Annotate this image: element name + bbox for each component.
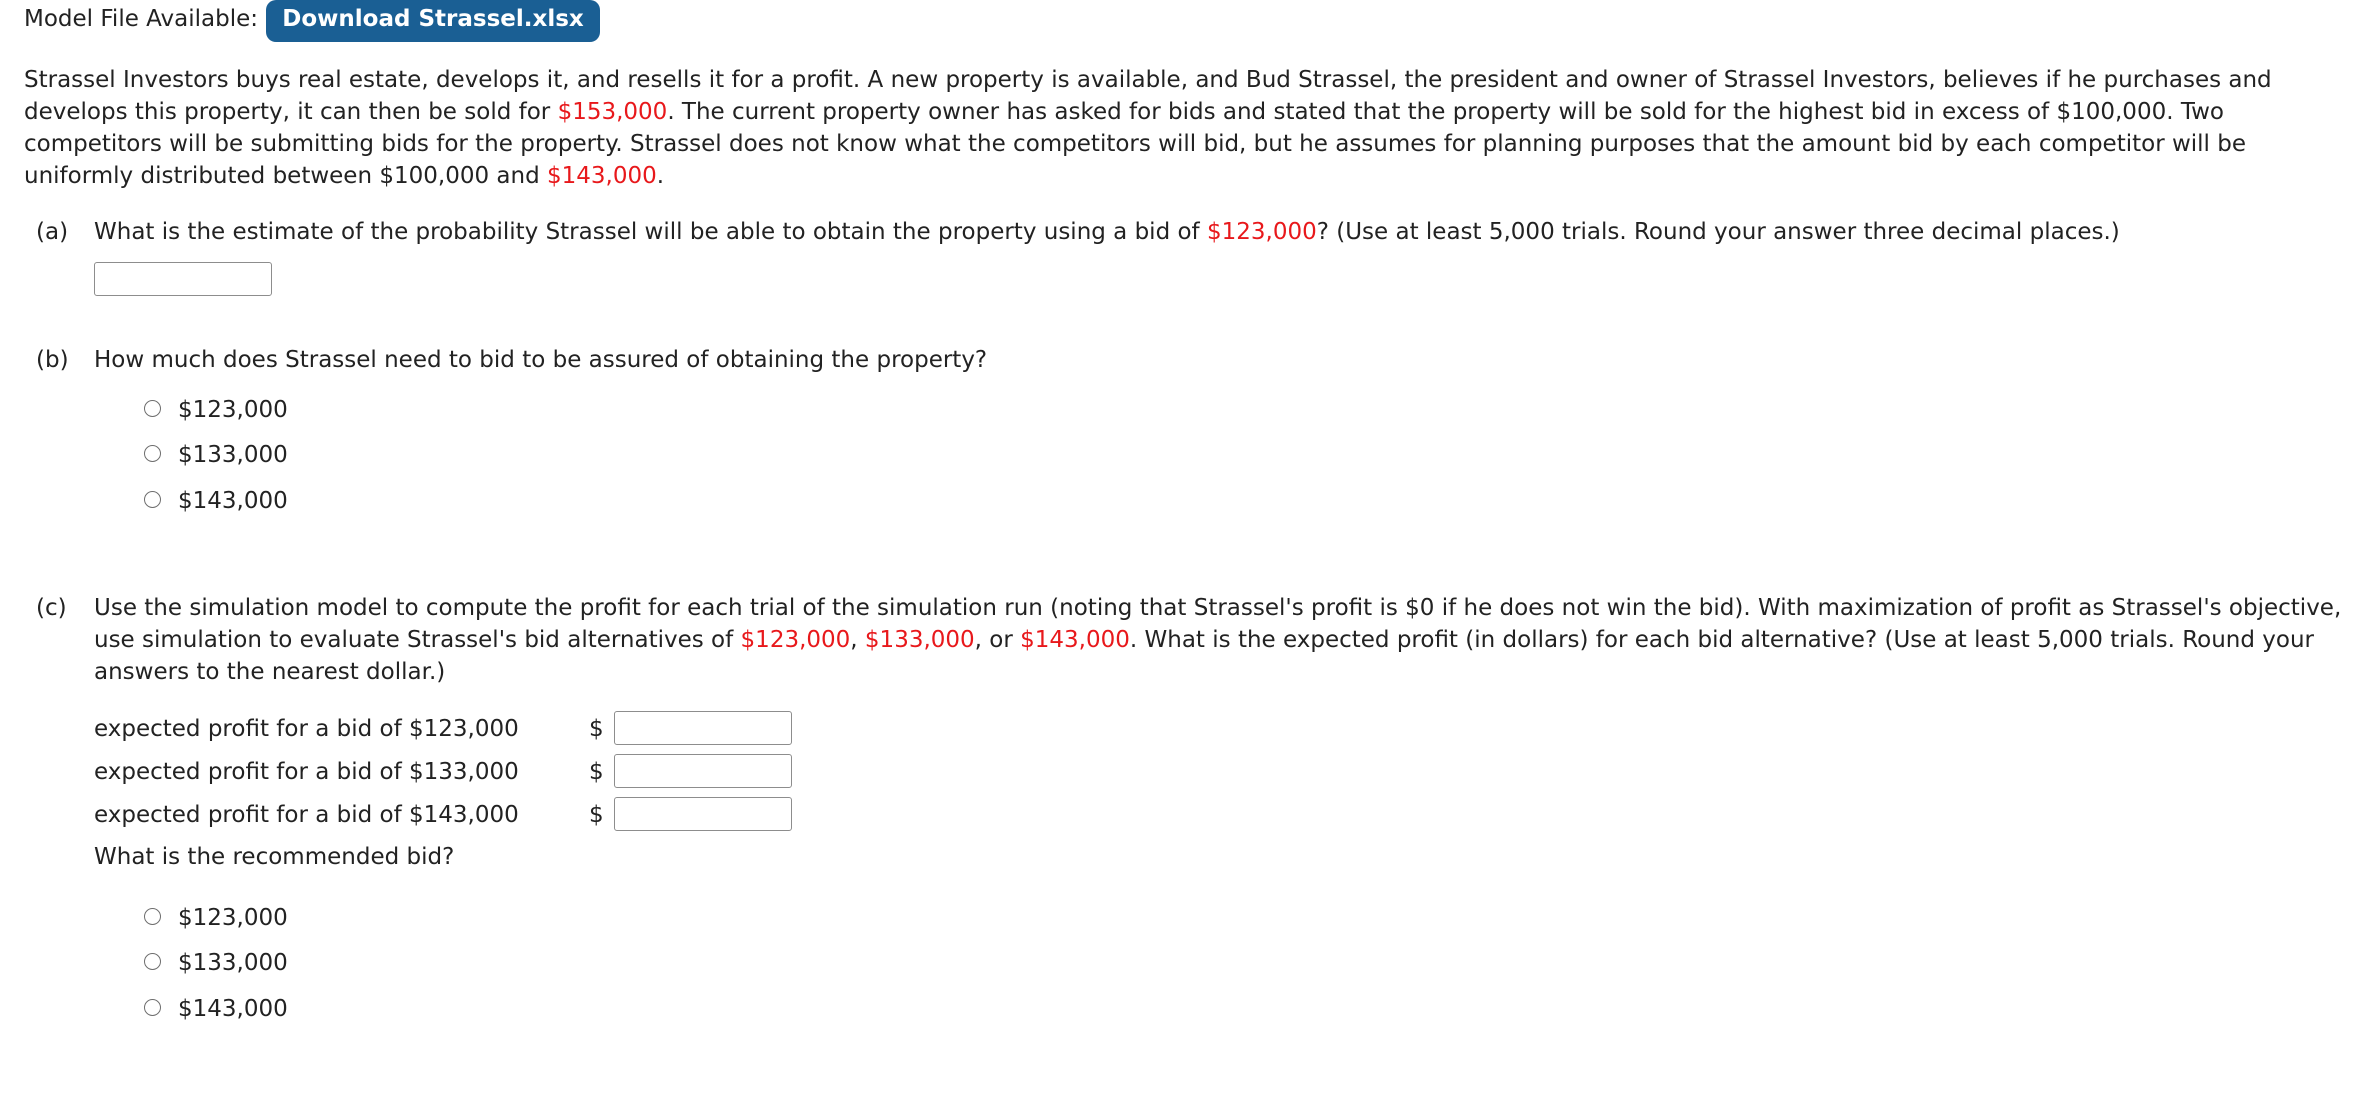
profit-label-123000: expected profit for a bid of $123,000 <box>94 716 519 742</box>
part-a-tag: (a) <box>36 219 69 245</box>
radio-button[interactable] <box>144 953 161 970</box>
intro-line-4: uniformly distributed between $100,000 and $143,000. <box>24 163 665 189</box>
part-b-tag: (b) <box>36 347 69 373</box>
profit-label-133000: expected profit for a bid of $133,000 <box>94 759 519 785</box>
probability-answer-input[interactable] <box>94 262 272 296</box>
intro-line-1: Strassel Investors buys real estate, develops it, and resells it for a profit. A new property is available, and Bud Strassel, the president and owner of Strassel Investors, believes if he purchases and <box>24 67 2272 93</box>
part-c-tag: (c) <box>36 595 67 621</box>
sale-price-value: $153,000 <box>557 99 668 125</box>
recommended-bid-question: What is the recommended bid? <box>94 844 455 870</box>
radio-button[interactable] <box>144 491 161 508</box>
currency-symbol: $ <box>589 759 604 785</box>
part-c-line-2: use simulation to evaluate Strassel's bid alternatives of $123,000, $133,000, or $143,000. What is the expected profit (in dollars) for each bid alternative? (Use at least 5,000 trials. Round your <box>94 627 2314 653</box>
part-c-line-3: answers to the nearest dollar.) <box>94 659 446 685</box>
radio-button[interactable] <box>144 400 161 417</box>
intro-line-3: competitors will be submitting bids for the property. Strassel does not know what the competitors will bid, but he assumes for planning purposes that the amount bid by each competitor will be <box>24 131 2247 157</box>
download-strassel-button[interactable]: Download Strassel.xlsx <box>266 0 600 42</box>
part-b-question: How much does Strassel need to bid to be assured of obtaining the property? <box>94 347 988 373</box>
profit-label-143000: expected profit for a bid of $143,000 <box>94 802 519 828</box>
profit-input-133000[interactable] <box>614 754 792 788</box>
model-file-label: Model File Available: <box>24 6 259 32</box>
radio-button[interactable] <box>144 999 161 1016</box>
currency-symbol: $ <box>589 802 604 828</box>
intro-line-2: develops this property, it can then be sold for $153,000. The current property owner has asked for bids and stated that the property will be sold for the highest bid in excess of $100,000. Two <box>24 99 2224 125</box>
option-label: $123,000 <box>178 905 288 931</box>
option-label: $133,000 <box>178 950 288 976</box>
option-label: $143,000 <box>178 488 288 514</box>
currency-symbol: $ <box>589 716 604 742</box>
part-c-line-1: Use the simulation model to compute the profit for each trial of the simulation run (noting that Strassel's profit is $0 if he does not win the bid). With maximization of profit as Strassel's objective, <box>94 595 2342 621</box>
option-label: $143,000 <box>178 996 288 1022</box>
option-label: $123,000 <box>178 397 288 423</box>
radio-button[interactable] <box>144 908 161 925</box>
part-a-question: What is the estimate of the probability Strassel will be able to obtain the property using a bid of $123,000? (Use at least 5,000 trials. Round your answer three decimal places.) <box>94 219 2120 245</box>
max-competitor-bid-value: $143,000 <box>546 163 657 189</box>
profit-input-143000[interactable] <box>614 797 792 831</box>
option-label: $133,000 <box>178 442 288 468</box>
profit-input-123000[interactable] <box>614 711 792 745</box>
radio-button[interactable] <box>144 445 161 462</box>
